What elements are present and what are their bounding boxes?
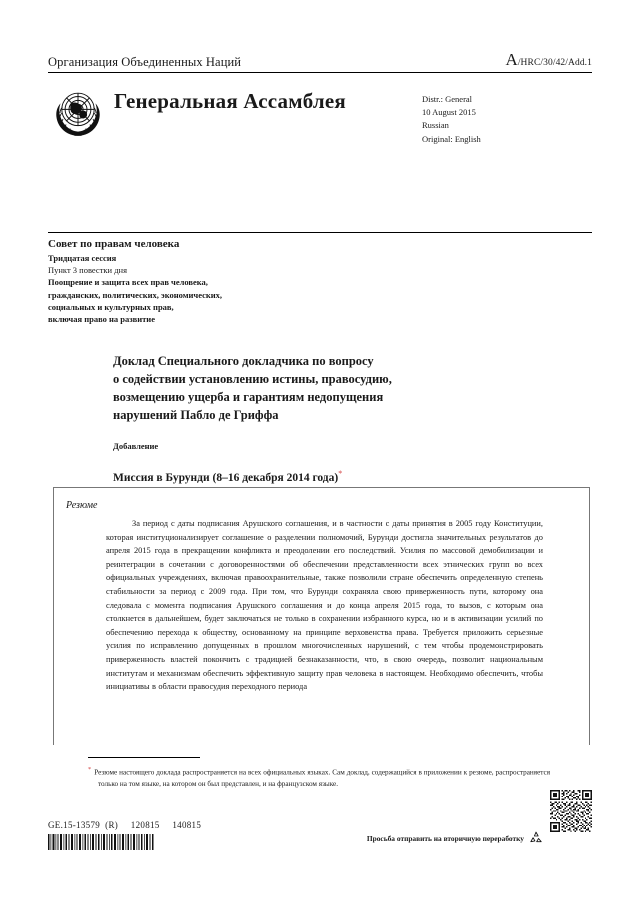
distribution-original: Original: English — [422, 133, 481, 144]
report-title-line: Доклад Специального докладчика по вопросу — [113, 354, 374, 368]
document-symbol-rest: /HRC/30/42/Add.1 — [517, 58, 592, 68]
footnote-text — [88, 765, 550, 791]
footnote-body: Резюме настоящего доклада распространяется на всех официальных языках. Сам доклад, содержащийся в приложении к резюме, распространяется только на том языке, на котором он был представлен, и на французском языке. — [94, 768, 550, 789]
report-block — [113, 352, 583, 483]
distribution-line: Distr.: General — [422, 94, 473, 104]
recycle-text: Просьба отправить на вторичную переработку — [366, 833, 524, 843]
council-session: Тридцатая сессия — [48, 252, 117, 263]
footer-right — [367, 820, 592, 846]
council-title: Совет по правам человека — [48, 238, 180, 250]
mission-footnote-marker: * — [338, 468, 343, 478]
masthead-body-row — [48, 81, 592, 148]
footer-row — [48, 820, 592, 855]
document-symbol — [506, 50, 592, 70]
report-mission — [113, 469, 583, 484]
council-block — [48, 232, 592, 326]
un-emblem-icon — [48, 83, 108, 143]
footer-left — [48, 820, 201, 855]
qr-code — [550, 790, 592, 832]
barcode — [48, 834, 156, 850]
general-assembly-title: Генеральная Ассамблея — [114, 89, 346, 113]
footnote-separator — [88, 757, 200, 758]
organization-name: Организация Объединенных Наций — [48, 55, 242, 70]
masthead — [48, 50, 592, 148]
council-agenda-line: Поощрение и защита всех прав человека, — [48, 277, 208, 288]
council-agenda-item: Пункт 3 повестки дня — [48, 265, 127, 276]
distribution-block — [422, 81, 592, 146]
report-addendum: Добавление — [113, 440, 159, 451]
footnote-marker: * — [88, 766, 92, 773]
footer — [48, 820, 592, 855]
document-symbol-prefix: A — [505, 50, 518, 69]
report-title — [113, 352, 583, 425]
masthead-rule — [48, 72, 592, 73]
job-number: GE.15-13579 (R) 120815 140815 — [48, 820, 202, 830]
council-agenda-line: включая право на развитие — [48, 314, 155, 325]
council-agenda-line: гражданских, политических, экономических, — [48, 289, 223, 300]
council-agenda-line: социальных и культурных прав, — [48, 302, 174, 313]
masthead-top-row — [48, 50, 592, 72]
summary-label: Резюме — [66, 500, 98, 511]
footnote-block — [88, 757, 550, 791]
report-title-line: о содействии установлению истины, правосудию, — [113, 372, 392, 387]
distribution-date: 10 August 2015 — [422, 107, 476, 118]
council-rule — [48, 232, 592, 233]
report-title-line: нарушений Пабло де Гриффа — [113, 408, 279, 423]
summary-text: За период с даты подписания Арушского соглашения, и в частности с даты принятия в 2005 году Конституции, которая институционализирует соглашение о разделении полномочий, Бурунди достигла значительных результатов до апреля 2015 года в прекращении конфликта и преодолении его последствий. Усилия по массовой демобилизации и реинтеграции в сочетании с договоренностями об обеспечении представленности всех этнических групп во всех официальных учреждениях, включая правоохранительные, также позволили стране обеспечить определенную степень стабильности за период с 2009 года. При том, что Бурунди сохраняла свою приверженность пути, которому она следовала с момента подписания Арушского соглашения и до конца апреля 2015 года, то вызов, с которым она столкнется в дальнейшем, будет заключаться не только в сохранении избранного курса, но и в активизации усилий по обеспечению перехода к обществу, основанному на принципе верховенства права. Требуется приложить серьезные усилия по исправлению допущенных в прошлом многочисленных нарушений, с тем чтобы продемонстрировать приверженность властей покончить с традицией безнаказанности, что, в свою очередь, позволит национальным институтам и механизмам обеспечить эффективную защиту прав человека в настоящем. Необходимо обеспечить, чтобы инициативы в области правосудия переходного периода — [106, 519, 543, 692]
recycle-notice — [367, 820, 544, 846]
summary-box — [53, 487, 590, 745]
report-title-line: возмещению ущерба и гарантиям недопущения — [113, 390, 384, 405]
un-emblem — [48, 81, 112, 148]
recycling-icon — [528, 830, 544, 846]
distribution-language: Russian — [422, 120, 449, 131]
report-mission-text: Миссия в Бурунди (8–16 декабря 2014 года) — [113, 471, 339, 484]
council-agenda-title — [48, 276, 592, 325]
